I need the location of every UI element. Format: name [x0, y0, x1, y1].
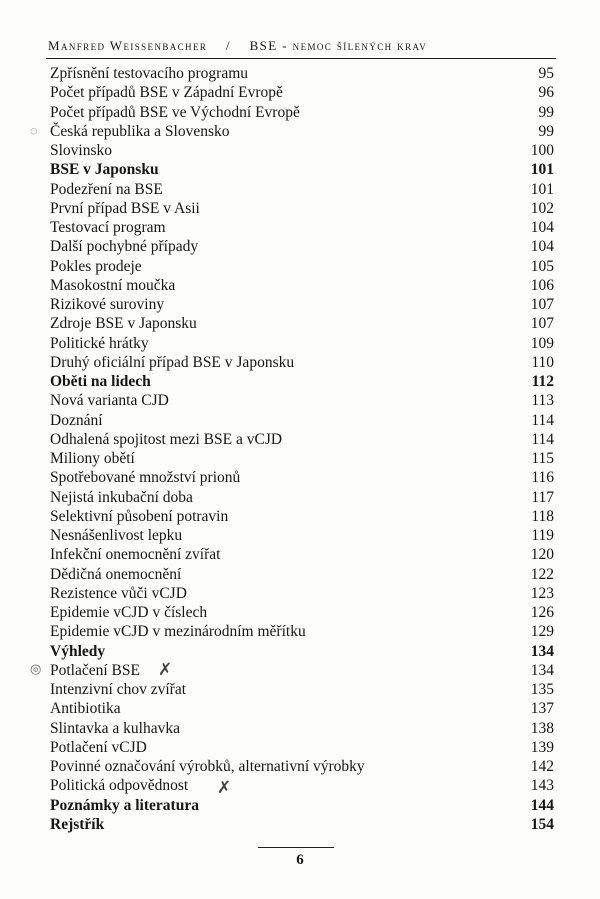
toc-entry [50, 160, 554, 179]
toc-entry-title: Intenzivní chov zvířat [50, 681, 187, 698]
toc-entry-page: 109 [530, 334, 554, 352]
toc-entry [50, 642, 554, 661]
running-header [48, 38, 555, 54]
toc-entry-title: Oběti na lidech [50, 373, 151, 390]
toc-entry [50, 507, 554, 526]
toc-entry-title: Masokostní moučka [50, 276, 176, 294]
toc-entry-page: 106 [530, 276, 554, 294]
toc-entry-page: 105 [530, 257, 554, 275]
toc-entry-title: Epidemie vCJD v mezinárodním měřítku [50, 623, 306, 641]
toc-entry-title: Testovací program [50, 219, 166, 236]
toc-entry [50, 757, 554, 776]
header-separator: / [225, 38, 231, 53]
toc-entry-title: Dědičná onemocnění [50, 565, 182, 583]
toc-entry-page: 135 [530, 681, 554, 698]
header-author: Manfred Weissenbacher [48, 38, 208, 53]
toc-entry [50, 276, 554, 295]
toc-entry-title: Nejistá inkubační doba [50, 488, 193, 506]
toc-entry [50, 815, 554, 834]
toc-entry-page: 143 [530, 777, 554, 795]
toc-entry-title: Zdroje BSE v Japonsku [50, 315, 197, 333]
toc-entry [50, 603, 554, 622]
toc-entry-page: 107 [530, 296, 554, 313]
page-number: 6 [296, 852, 304, 868]
toc-entry-title: Povinné označování výrobků, alternativní výrobky [50, 758, 365, 775]
toc-entry [50, 488, 554, 507]
toc-entry [50, 334, 554, 353]
toc-entry-title: Počet případů BSE ve Východní Evropě [50, 103, 300, 121]
toc-entry-title: Spotřebované množství prionů [50, 469, 241, 487]
toc-entry [50, 661, 554, 680]
toc-entry [50, 64, 554, 83]
toc-entry [50, 295, 554, 314]
toc-entry [50, 257, 554, 276]
toc-entry-page: 110 [531, 353, 554, 371]
toc-entry [50, 237, 554, 256]
toc-entry-title: Rizikové suroviny [50, 296, 165, 313]
toc-entry [50, 796, 554, 815]
toc-entry [50, 199, 554, 218]
footer-rule [258, 847, 334, 848]
toc-entry [50, 141, 554, 160]
toc-entry-title: Rezistence vůči vCJD [50, 584, 187, 602]
toc-entry [50, 122, 554, 141]
toc-entry-title: Počet případů BSE v Západní Evropě [50, 84, 283, 102]
toc-entry [50, 430, 554, 449]
toc-entry-page: 101 [530, 161, 554, 179]
toc-entry-page: 114 [531, 411, 554, 429]
header-rule [46, 58, 556, 59]
toc-entry-page: 99 [538, 122, 554, 140]
toc-entry [50, 526, 554, 545]
toc-entry-page: 104 [530, 238, 554, 256]
toc-entry-page: 154 [530, 815, 554, 833]
toc-entry [50, 180, 554, 199]
toc-entry [50, 391, 554, 410]
toc-entry-page: 134 [530, 661, 554, 679]
toc-entry-title: Infekční onemocnění zvířat [50, 546, 221, 564]
toc-entry [50, 83, 554, 102]
toc-entry-page: 100 [530, 142, 554, 159]
toc-entry-title: První případ BSE v Asii [50, 199, 200, 217]
toc-entry [50, 680, 554, 699]
toc-entry-title: Zpřísnění testovacího programu [50, 65, 249, 82]
toc-entry-page: 104 [530, 219, 554, 236]
toc-entry-page: 123 [530, 584, 554, 602]
toc-entry [50, 103, 554, 122]
header-book-title: BSE - nemoc šílených krav [249, 38, 428, 53]
toc-entry-title: BSE v Japonsku [50, 161, 159, 179]
toc-entry-page: 95 [538, 65, 554, 82]
toc-entry [50, 699, 554, 718]
toc-entry-page: 102 [530, 199, 554, 217]
toc-entry [50, 776, 554, 795]
toc-entry [50, 584, 554, 603]
toc-entry [50, 622, 554, 641]
toc-entry-page: 107 [530, 315, 554, 333]
toc-entry-page: 144 [530, 796, 554, 814]
toc-entry-page: 115 [531, 450, 554, 467]
toc-entry-title: Výhledy [50, 642, 106, 660]
toc-entry [50, 738, 554, 757]
toc-entry-title: Nesnášenlivost lepku [50, 527, 183, 544]
toc-entry [50, 353, 554, 372]
toc-entry-page: 122 [530, 565, 554, 583]
toc-entry-title: Nová varianta CJD [50, 392, 169, 410]
toc-entry-title: Slintavka a kulhavka [50, 719, 180, 737]
toc-entry-title: Potlačení BSE [50, 661, 140, 679]
table-of-contents [50, 64, 554, 834]
toc-entry-page: 129 [530, 623, 554, 641]
toc-entry [50, 314, 554, 333]
toc-entry-title: Doznání [50, 411, 103, 429]
toc-entry-page: 142 [530, 758, 554, 775]
toc-entry-page: 114 [531, 430, 554, 448]
toc-entry-page: 116 [531, 469, 554, 487]
toc-entry-page: 137 [530, 700, 554, 718]
toc-entry [50, 545, 554, 564]
toc-entry-page: 101 [530, 180, 554, 198]
toc-entry-title: Selektivní působení potravin [50, 507, 229, 525]
toc-entry-title: Politická odpovědnost [50, 777, 189, 795]
toc-entry-title: Odhalená spojitost mezi BSE a vCJD [50, 430, 283, 448]
toc-entry [50, 719, 554, 738]
toc-entry-page: 134 [530, 642, 554, 660]
toc-entry-page: 96 [538, 84, 554, 102]
toc-entry-title: Epidemie vCJD v číslech [50, 604, 208, 621]
toc-entry-title: Politické hrátky [50, 334, 149, 352]
toc-entry [50, 468, 554, 487]
toc-entry-page: 126 [530, 604, 554, 621]
toc-entry-page: 99 [538, 103, 554, 121]
handwritten-circle-mark-icon: ◎ [30, 661, 42, 676]
toc-entry-page: 112 [531, 373, 554, 390]
toc-entry-title: Miliony obětí [50, 450, 135, 467]
toc-entry-page: 113 [531, 392, 554, 410]
toc-entry-title: Rejstřík [50, 815, 105, 833]
toc-entry-title: Potlačení vCJD [50, 738, 147, 756]
toc-entry [50, 449, 554, 468]
toc-entry-title: Podezření na BSE [50, 180, 163, 198]
toc-entry-page: 139 [530, 738, 554, 756]
handwritten-x-mark-icon: ✗ [217, 778, 232, 798]
toc-entry [50, 218, 554, 237]
toc-entry-title: Poznámky a literatura [50, 796, 199, 814]
toc-entry-page: 119 [531, 527, 554, 544]
toc-entry-title: Antibiotika [50, 700, 121, 718]
toc-entry-title: Druhý oficiální případ BSE v Japonsku [50, 353, 295, 371]
toc-entry [50, 411, 554, 430]
toc-entry-title: Slovinsko [50, 142, 113, 159]
handwritten-x-mark-icon: ✗ [158, 660, 173, 680]
toc-entry-title: Pokles prodeje [50, 257, 142, 275]
toc-entry-title: Další pochybné případy [50, 238, 199, 256]
toc-entry-page: 117 [531, 488, 554, 506]
toc-entry [50, 372, 554, 391]
toc-entry-page: 138 [530, 719, 554, 737]
toc-entry [50, 565, 554, 584]
handwritten-circle-mark-icon: ◌ [30, 123, 38, 138]
toc-entry-page: 118 [531, 507, 554, 525]
toc-entry-title: Česká republika a Slovensko [50, 122, 230, 140]
toc-entry-page: 120 [530, 546, 554, 564]
